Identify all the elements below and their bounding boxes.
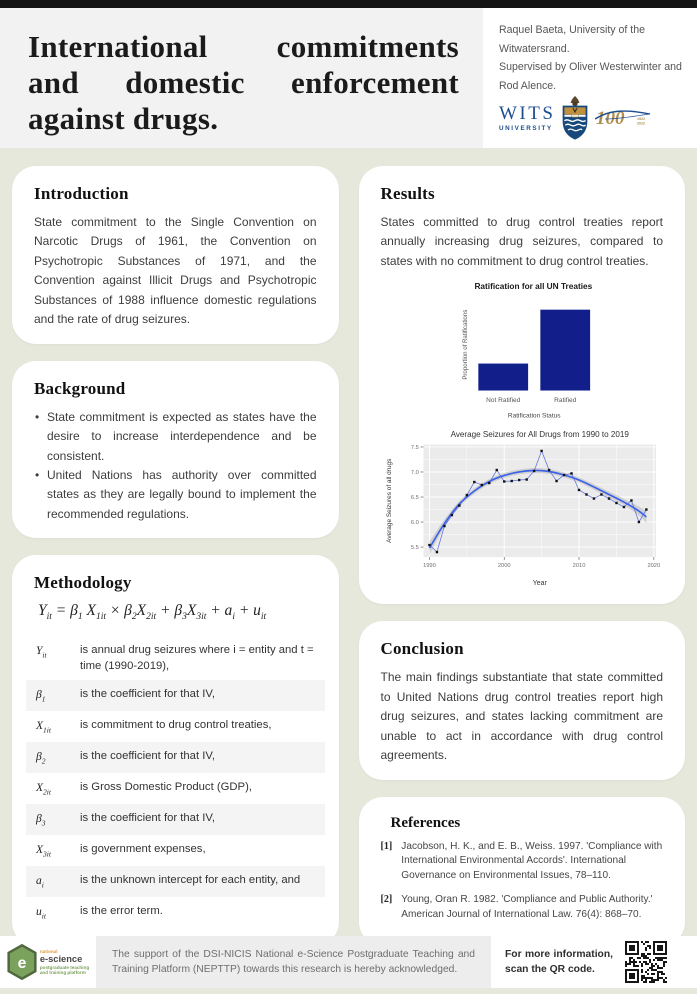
svg-text:2000: 2000 — [497, 563, 511, 570]
esience-national-label: national — [39, 948, 58, 954]
svg-text:Year: Year — [532, 579, 547, 587]
variable-row — [26, 773, 325, 804]
centenary-number: 100 — [596, 108, 625, 130]
reference-number: [2] — [380, 894, 393, 905]
svg-text:Ratification Status: Ratification Status — [507, 412, 561, 420]
variable-description: is the error term. — [80, 904, 163, 917]
background-bullet: • United Nations has authority over committed states as they are legally bound to implement the recommended regulations. — [34, 466, 317, 524]
centenary-year-top: 1922 — [637, 117, 646, 122]
variable-symbol: $a_i$ — [36, 875, 44, 890]
variable-symbol: $X_{3it}$ — [36, 844, 51, 859]
reference-item — [381, 840, 664, 884]
svg-text:1990: 1990 — [422, 563, 436, 570]
variable-symbol: $u_{it}$ — [36, 905, 46, 921]
variable-description: is the coefficient for that IV, — [80, 688, 216, 701]
variable-symbol: $X_{2it}$ — [36, 782, 51, 797]
variable-row — [26, 897, 325, 928]
variable-definitions-table — [26, 636, 325, 928]
right-column — [359, 166, 686, 928]
ratification-bar-chart — [391, 277, 653, 424]
supervisor-line: Supervised by Oliver Westerwinter and Rod Alence. — [499, 61, 682, 92]
variable-description: is annual drug seizures where i = entity and t = time (1990-2019), — [80, 644, 314, 673]
wits-wordmark — [499, 104, 555, 132]
variable-description: is the unknown intercept for each entity, and — [80, 874, 301, 887]
methodology-card — [12, 555, 339, 946]
svg-text:7.0: 7.0 — [410, 469, 419, 476]
variable-row — [26, 866, 325, 897]
svg-text:Proportion of Ratifications: Proportion of Ratifications — [461, 310, 469, 380]
reference-item — [381, 893, 664, 923]
references-card — [359, 797, 686, 946]
variable-symbol: $\beta_1$ — [36, 689, 46, 704]
background-heading: Background — [34, 378, 126, 398]
methodology-heading: Methodology — [34, 573, 132, 593]
wits-university-label: UNIVERSITY — [499, 125, 553, 133]
svg-text:Not Ratified: Not Ratified — [485, 397, 521, 405]
author-panel — [483, 8, 697, 148]
poster-body — [0, 148, 697, 936]
background-card — [12, 361, 339, 539]
svg-text:6.0: 6.0 — [410, 519, 419, 526]
variable-description: is the coefficient for that IV, — [80, 812, 216, 825]
reference-text: Jacobson, H. K., and E. B., Weiss. 1997. 'Compliance with International Environmental Accords'. International Governance on Environmental Issues, 78–110. — [401, 840, 663, 882]
qr-panel — [491, 936, 697, 988]
reference-text: Young, Oran R. 1982. 'Compliance and Public Authority.' American Journal of International Law. 76(4): 868–70. — [401, 894, 653, 920]
introduction-body: State commitment to the Single Convention on Narcotic Drugs of 1961, the Convention on Psychotropic Substances of 1971, and the Convention against Illicit Drugs and Psychotropic Substances of 1988 influence domestic regulations and the rate of drug seizures. — [34, 215, 317, 327]
variable-description: is Gross Domestic Product (GDP), — [80, 781, 252, 794]
introduction-card — [12, 166, 339, 344]
conclusion-card — [359, 621, 686, 779]
qr-code — [623, 939, 669, 985]
variable-symbol: $X_{1it}$ — [36, 720, 51, 735]
variable-row — [26, 804, 325, 835]
background-bullet-list — [34, 408, 317, 525]
variable-symbol: $\beta_2$ — [36, 751, 46, 766]
svg-text:2020: 2020 — [646, 563, 660, 570]
references-heading: References — [390, 814, 461, 831]
svg-text:5.5: 5.5 — [410, 544, 419, 551]
poster-title-line-2: and domestic enforcement — [28, 64, 459, 100]
svg-text:7.5: 7.5 — [410, 444, 419, 451]
results-body: States committed to drug control treaties report annually increasing drug seizures, compared to states with no commitment to drug control treaties. — [380, 215, 663, 268]
acknowledgement-text: The support of the DSI-NICIS National e-Science Postgraduate Teaching and Training Platform (NEPTTP) towards this research is hereby acknowledged. — [112, 948, 475, 975]
variable-row — [26, 711, 325, 742]
variable-row — [26, 636, 325, 680]
esience-hexagon-icon — [7, 941, 37, 983]
references-list — [381, 840, 664, 923]
variable-row — [26, 835, 325, 866]
wits-shield-icon — [560, 95, 590, 141]
conclusion-heading: Conclusion — [380, 639, 464, 659]
esience-logo — [0, 936, 96, 988]
esience-tagline-1: postgraduate teaching — [39, 964, 90, 970]
variable-description: is commitment to drug control treaties, — [80, 719, 272, 732]
svg-text:Ratified: Ratified — [553, 397, 577, 405]
variable-row — [26, 742, 325, 773]
svg-text:6.5: 6.5 — [410, 494, 419, 501]
background-bullet: • State commitment is expected as states have the desire to increase interdependence and be consistent. — [34, 408, 317, 466]
regression-equation: $Y_{it} = \beta_1$ $X_{1it} \times \beta_2X_{2it} + \beta_3X_{3it} + a_i + u_{it}$ — [38, 602, 267, 623]
centenary-year-bottom: 2022 — [637, 121, 646, 126]
esience-logo-text — [40, 949, 89, 976]
poster-title-line-3: against drugs. — [28, 100, 219, 136]
top-black-bar — [0, 0, 697, 8]
seizures-line-chart — [381, 426, 669, 590]
title-block — [0, 8, 483, 148]
results-card — [359, 166, 686, 604]
left-column — [12, 166, 339, 928]
svg-text:2010: 2010 — [572, 563, 585, 570]
wits-label: WITS — [499, 103, 556, 125]
footer — [0, 936, 697, 988]
esience-name-label: e-science — [39, 954, 83, 965]
svg-text:Ratification for all UN Treati: Ratification for all UN Treaties — [474, 281, 593, 292]
wits-logo — [499, 95, 683, 149]
qr-caption: For more information, scan the QR code. — [505, 948, 613, 975]
reference-number: [1] — [380, 840, 393, 852]
svg-text:Average Seizures for All Drugs: Average Seizures for All Drugs from 1990 to 2019 — [450, 430, 629, 440]
conclusion-body: The main findings substantiate that state committed to United Nations drug control treaties report high drug seizures, and states lacking commitment are unable to act in accordance with drug control agreements. — [380, 670, 663, 763]
variable-symbol: $\beta_3$ — [36, 813, 46, 828]
author-line: Raquel Baeta, University of the Witwatersrand. — [499, 24, 646, 55]
poster-title-line-1: International commitments — [28, 29, 459, 64]
variable-row — [26, 680, 325, 711]
acknowledgement-panel — [96, 936, 491, 988]
esience-tagline-2: and training platform — [39, 969, 86, 975]
variable-symbol: $Y_{it}$ — [36, 645, 47, 660]
header — [0, 8, 697, 148]
svg-text:e: e — [17, 954, 27, 972]
variable-description: is government expenses, — [80, 843, 206, 856]
centenary-100-icon — [595, 103, 651, 133]
results-heading: Results — [380, 184, 435, 203]
svg-text:Average Seizures of all drugs: Average Seizures of all drugs — [385, 458, 393, 543]
introduction-heading: Introduction — [34, 184, 129, 203]
variable-description: is the coefficient for that IV, — [80, 750, 216, 763]
